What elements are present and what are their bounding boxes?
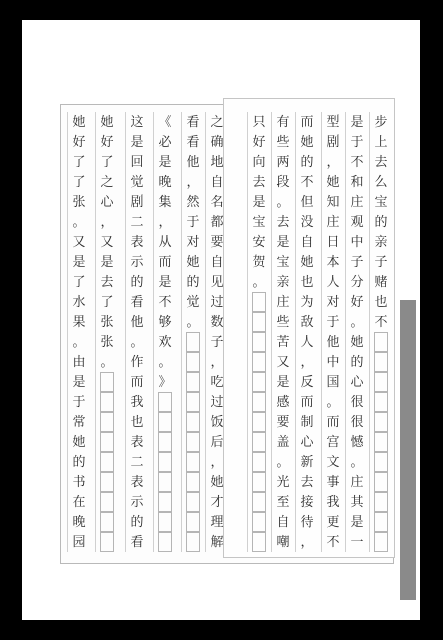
manuscript-char: 才 (210, 494, 224, 510)
manuscript-char: 饭 (210, 414, 224, 430)
empty-grid-cell (252, 432, 266, 452)
manuscript-char: 又 (72, 234, 86, 250)
manuscript-column (100, 112, 114, 552)
manuscript-char: 和 (350, 174, 364, 190)
manuscript-char: 于 (72, 394, 86, 410)
manuscript-char: 自 (210, 174, 224, 190)
manuscript-char: 两 (276, 154, 290, 170)
manuscript-char: 晚 (72, 514, 86, 530)
manuscript-char: 的 (300, 154, 314, 170)
empty-grid-cell (158, 472, 172, 492)
manuscript-char: 看 (130, 534, 144, 550)
manuscript-char: 她 (350, 334, 364, 350)
manuscript-char: 子 (210, 334, 224, 350)
manuscript-char: 由 (72, 354, 86, 370)
manuscript-char: 她 (300, 134, 314, 150)
empty-grid-cell (100, 492, 114, 512)
manuscript-char: 赌 (374, 274, 388, 290)
manuscript-char: 而 (300, 394, 314, 410)
manuscript-char: 心 (300, 434, 314, 450)
manuscript-char: 。 (186, 314, 200, 330)
manuscript-char: 自 (300, 234, 314, 250)
manuscript-char: 她 (100, 114, 114, 130)
manuscript-char: 国 (326, 374, 340, 390)
manuscript-char: 自 (276, 514, 290, 530)
empty-grid-cell (252, 372, 266, 392)
manuscript-char: 他 (326, 334, 340, 350)
manuscript-char: 了 (72, 174, 86, 190)
empty-grid-cell (252, 392, 266, 412)
manuscript-char: 好 (100, 134, 114, 150)
manuscript-char: 子 (374, 254, 388, 270)
manuscript-char: 书 (72, 474, 86, 490)
manuscript-char: 制 (300, 414, 314, 430)
empty-grid-cell (158, 432, 172, 452)
manuscript-char: 去 (300, 474, 314, 490)
empty-grid-cell (158, 512, 172, 532)
manuscript-char: 觉 (186, 294, 200, 310)
empty-grid-cell (100, 412, 114, 432)
empty-grid-cell (374, 432, 388, 452)
manuscript-char: 她 (326, 174, 340, 190)
empty-grid-cell (252, 312, 266, 332)
manuscript-char: 看 (130, 294, 144, 310)
manuscript-char: 。 (158, 354, 172, 370)
manuscript-char: 看 (186, 134, 200, 150)
empty-grid-cell (186, 332, 200, 352)
empty-grid-cell (252, 512, 266, 532)
empty-grid-cell (186, 512, 200, 532)
manuscript-column (210, 112, 224, 552)
manuscript-char: 理 (210, 514, 224, 530)
manuscript-char: 的 (72, 454, 86, 470)
manuscript-char: 于 (350, 134, 364, 150)
manuscript-char: 。 (276, 194, 290, 210)
manuscript-char: 在 (72, 494, 86, 510)
manuscript-char: 的 (130, 514, 144, 530)
manuscript-char: 确 (210, 134, 224, 150)
column-guide-line (295, 112, 296, 552)
column-guide-line (321, 112, 322, 552)
page-shadow (400, 300, 416, 600)
manuscript-column (374, 112, 388, 552)
manuscript-char: 吃 (210, 374, 224, 390)
manuscript-char: 感 (276, 394, 290, 410)
manuscript-char: 过 (210, 294, 224, 310)
manuscript-char: 她 (210, 474, 224, 490)
manuscript-char: 二 (130, 454, 144, 470)
manuscript-char: 的 (186, 274, 200, 290)
manuscript-char: 作 (130, 354, 144, 370)
manuscript-char: ， (210, 354, 224, 370)
manuscript-char: 分 (350, 274, 364, 290)
manuscript-char: 去 (374, 154, 388, 170)
manuscript-char: 后 (210, 434, 224, 450)
empty-grid-cell (374, 472, 388, 492)
manuscript-char: 表 (130, 474, 144, 490)
manuscript-char: 了 (72, 274, 86, 290)
empty-grid-cell (158, 492, 172, 512)
manuscript-char: 不 (326, 534, 340, 550)
manuscript-char: 张 (72, 194, 86, 210)
manuscript-char: 不 (158, 294, 172, 310)
empty-grid-cell (186, 432, 200, 452)
empty-grid-cell (186, 452, 200, 472)
manuscript-char: 是 (350, 514, 364, 530)
manuscript-char: 自 (210, 254, 224, 270)
manuscript-char: 够 (158, 314, 172, 330)
empty-grid-cell (374, 372, 388, 392)
manuscript-char: 宝 (374, 194, 388, 210)
empty-grid-cell (186, 472, 200, 492)
column-guide-line (181, 112, 182, 552)
manuscript-char: 。 (130, 334, 144, 350)
manuscript-char: 反 (300, 374, 314, 390)
manuscript-column (350, 112, 364, 552)
manuscript-char: 是 (350, 114, 364, 130)
empty-grid-cell (374, 532, 388, 552)
manuscript-char: 。 (350, 314, 364, 330)
manuscript-char: 至 (276, 494, 290, 510)
manuscript-char: 心 (100, 194, 114, 210)
manuscript-char: 是 (158, 274, 172, 290)
manuscript-char: 看 (186, 114, 200, 130)
manuscript-char: 去 (252, 174, 266, 190)
manuscript-char: 庄 (276, 294, 290, 310)
manuscript-column (326, 112, 340, 552)
empty-grid-cell (252, 452, 266, 472)
empty-grid-cell (100, 372, 114, 392)
manuscript-char: 也 (130, 414, 144, 430)
manuscript-char: ， (100, 214, 114, 230)
empty-grid-cell (158, 452, 172, 472)
manuscript-char: 亲 (276, 274, 290, 290)
manuscript-char: 于 (326, 314, 340, 330)
manuscript-char: 之 (100, 174, 114, 190)
manuscript-char: 。 (252, 274, 266, 290)
empty-grid-cell (100, 432, 114, 452)
manuscript-char: 对 (326, 294, 340, 310)
column-guide-line (369, 112, 370, 552)
manuscript-char: 表 (130, 434, 144, 450)
manuscript-char: 她 (300, 254, 314, 270)
manuscript-char: 不 (300, 174, 314, 190)
manuscript-char: 了 (72, 154, 86, 170)
manuscript-char: 地 (210, 154, 224, 170)
column-guide-line (95, 112, 96, 552)
empty-grid-cell (374, 452, 388, 472)
manuscript-column (130, 112, 144, 552)
manuscript-char: 一 (350, 534, 364, 550)
manuscript-char: 人 (300, 334, 314, 350)
manuscript-char: 过 (210, 394, 224, 410)
manuscript-char: 是 (158, 154, 172, 170)
manuscript-char: ， (300, 534, 314, 550)
column-guide-line (345, 112, 346, 552)
manuscript-char: 晚 (158, 174, 172, 190)
empty-grid-cell (186, 412, 200, 432)
manuscript-char: ， (158, 214, 172, 230)
manuscript-char: 回 (130, 154, 144, 170)
manuscript-char: 之 (210, 114, 224, 130)
manuscript-char: 为 (300, 294, 314, 310)
manuscript-char: 庄 (326, 214, 340, 230)
manuscript-char: 她 (72, 114, 86, 130)
column-guide-line (271, 112, 272, 552)
manuscript-char: 。 (326, 394, 340, 410)
manuscript-char: 是 (276, 374, 290, 390)
manuscript-column (276, 112, 290, 552)
manuscript-column (186, 112, 200, 552)
empty-grid-cell (158, 392, 172, 412)
empty-grid-cell (374, 392, 388, 412)
manuscript-char: 心 (350, 374, 364, 390)
manuscript-char: 见 (210, 274, 224, 290)
manuscript-char: 好 (252, 134, 266, 150)
column-guide-line (247, 112, 248, 552)
manuscript-char: 剧 (326, 134, 340, 150)
manuscript-char: 不 (350, 154, 364, 170)
manuscript-char: 我 (326, 494, 340, 510)
empty-grid-cell (252, 472, 266, 492)
empty-grid-cell (186, 372, 200, 392)
empty-grid-cell (374, 352, 388, 372)
manuscript-char: 她 (186, 254, 200, 270)
column-guide-line (125, 112, 126, 552)
manuscript-char: 不 (374, 314, 388, 330)
manuscript-char: 步 (374, 114, 388, 130)
manuscript-char: 向 (252, 154, 266, 170)
manuscript-char: 我 (130, 394, 144, 410)
empty-grid-cell (252, 492, 266, 512)
empty-grid-cell (100, 392, 114, 412)
manuscript-char: 的 (350, 354, 364, 370)
manuscript-char: 而 (158, 254, 172, 270)
manuscript-char: 人 (326, 274, 340, 290)
empty-grid-cell (374, 492, 388, 512)
manuscript-char: 他 (186, 154, 200, 170)
manuscript-char: 园 (72, 534, 86, 550)
manuscript-char: 二 (130, 214, 144, 230)
manuscript-char: 子 (350, 254, 364, 270)
manuscript-char: 盖 (276, 434, 290, 450)
manuscript-char: 数 (210, 314, 224, 330)
manuscript-column (252, 112, 266, 552)
manuscript-char: 示 (130, 494, 144, 510)
manuscript-char: 去 (100, 274, 114, 290)
empty-grid-cell (158, 412, 172, 432)
manuscript-char: 然 (186, 194, 200, 210)
column-guide-line (205, 112, 206, 552)
manuscript-char: 必 (158, 134, 172, 150)
manuscript-char: 这 (130, 114, 144, 130)
empty-grid-cell (374, 332, 388, 352)
manuscript-char: 也 (374, 294, 388, 310)
manuscript-char: 去 (276, 214, 290, 230)
manuscript-char: 都 (210, 214, 224, 230)
manuscript-char: 日 (326, 234, 340, 250)
manuscript-char: 又 (100, 234, 114, 250)
empty-grid-cell (186, 492, 200, 512)
manuscript-char: 庄 (350, 474, 364, 490)
empty-grid-cell (158, 532, 172, 552)
manuscript-char: 《 (158, 114, 172, 130)
manuscript-char: 。 (72, 214, 86, 230)
manuscript-char: 表 (130, 234, 144, 250)
manuscript-char: 了 (100, 294, 114, 310)
manuscript-char: 庄 (350, 194, 364, 210)
manuscript-char: 新 (300, 454, 314, 470)
manuscript-char: 。 (100, 354, 114, 370)
empty-grid-cell (186, 352, 200, 372)
manuscript-char: 。 (276, 454, 290, 470)
manuscript-column (72, 112, 86, 552)
manuscript-char: 示 (130, 254, 144, 270)
manuscript-char: 观 (350, 214, 364, 230)
manuscript-char: 些 (276, 314, 290, 330)
manuscript-char: 又 (276, 354, 290, 370)
empty-grid-cell (252, 292, 266, 312)
empty-grid-cell (100, 472, 114, 492)
manuscript-char: 水 (72, 294, 86, 310)
manuscript-char: 的 (374, 214, 388, 230)
manuscript-char: 要 (210, 234, 224, 250)
manuscript-char: 集 (158, 194, 172, 210)
manuscript-char: ， (186, 174, 200, 190)
manuscript-char: 中 (350, 234, 364, 250)
manuscript-char: 接 (300, 494, 314, 510)
manuscript-char: 宫 (326, 434, 340, 450)
manuscript-char: 敌 (300, 314, 314, 330)
empty-grid-cell (252, 412, 266, 432)
empty-grid-cell (186, 392, 200, 412)
manuscript-char: 很 (350, 394, 364, 410)
manuscript-char: 。 (350, 454, 364, 470)
manuscript-char: 本 (326, 254, 340, 270)
manuscript-char: 要 (276, 414, 290, 430)
manuscript-char: 于 (186, 214, 200, 230)
manuscript-char: 但 (300, 194, 314, 210)
manuscript-char: 苦 (276, 334, 290, 350)
manuscript-char: 型 (326, 114, 340, 130)
manuscript-char: 果 (72, 314, 86, 330)
empty-grid-cell (374, 512, 388, 532)
manuscript-char: 剧 (130, 194, 144, 210)
manuscript-char: 亲 (374, 234, 388, 250)
manuscript-char: 憾 (350, 434, 364, 450)
empty-grid-cell (252, 352, 266, 372)
empty-grid-cell (374, 412, 388, 432)
manuscript-char: 从 (158, 234, 172, 250)
manuscript-column (300, 112, 314, 552)
manuscript-char: 中 (326, 354, 340, 370)
manuscript-char: ， (326, 154, 340, 170)
manuscript-char: 更 (326, 514, 340, 530)
manuscript-char: 张 (100, 334, 114, 350)
manuscript-char: ， (300, 354, 314, 370)
manuscript-char: 些 (276, 134, 290, 150)
manuscript-char: 而 (326, 414, 340, 430)
manuscript-char: 欢 (158, 334, 172, 350)
manuscript-char: 么 (374, 174, 388, 190)
manuscript-char: 有 (276, 114, 290, 130)
manuscript-char: 是 (130, 134, 144, 150)
manuscript-char: 好 (72, 134, 86, 150)
manuscript-char: 名 (210, 194, 224, 210)
manuscript-char: 没 (300, 214, 314, 230)
manuscript-char: 安 (252, 234, 266, 250)
manuscript-char: 待 (300, 514, 314, 530)
manuscript-char: 了 (100, 154, 114, 170)
manuscript-char: 。 (72, 334, 86, 350)
manuscript-char: 张 (100, 314, 114, 330)
manuscript-char: 事 (326, 474, 340, 490)
manuscript-char: 是 (276, 234, 290, 250)
manuscript-char: 很 (350, 414, 364, 430)
empty-grid-cell (100, 512, 114, 532)
manuscript-char: ， (210, 454, 224, 470)
manuscript-char: 是 (72, 254, 86, 270)
manuscript-char: 是 (252, 194, 266, 210)
empty-grid-cell (252, 532, 266, 552)
manuscript-char: 好 (350, 294, 364, 310)
empty-grid-cell (186, 532, 200, 552)
manuscript-char: 常 (72, 414, 86, 430)
manuscript-char: 是 (72, 374, 86, 390)
empty-grid-cell (252, 332, 266, 352)
manuscript-char: 觉 (130, 174, 144, 190)
manuscript-char: 宝 (276, 254, 290, 270)
manuscript-char: 的 (130, 274, 144, 290)
manuscript-char: 而 (130, 374, 144, 390)
manuscript-char: 也 (300, 274, 314, 290)
manuscript-char: 贺 (252, 254, 266, 270)
column-guide-line (67, 112, 68, 552)
column-guide-line (153, 112, 154, 552)
empty-grid-cell (100, 452, 114, 472)
manuscript-char: 嘲 (276, 534, 290, 550)
manuscript-char: 》 (158, 374, 172, 390)
empty-grid-cell (100, 532, 114, 552)
manuscript-column (158, 112, 172, 552)
manuscript-char: 而 (300, 114, 314, 130)
manuscript-char: 知 (326, 194, 340, 210)
manuscript-char: 宝 (252, 214, 266, 230)
manuscript-char: 文 (326, 454, 340, 470)
manuscript-char: 其 (350, 494, 364, 510)
manuscript-char: 上 (374, 134, 388, 150)
manuscript-char: 解 (210, 534, 224, 550)
manuscript-char: 光 (276, 474, 290, 490)
manuscript-char: 对 (186, 234, 200, 250)
manuscript-char: 只 (252, 114, 266, 130)
manuscript-char: 她 (72, 434, 86, 450)
manuscript-char: 段 (276, 174, 290, 190)
manuscript-char: 他 (130, 314, 144, 330)
manuscript-char: 是 (100, 254, 114, 270)
